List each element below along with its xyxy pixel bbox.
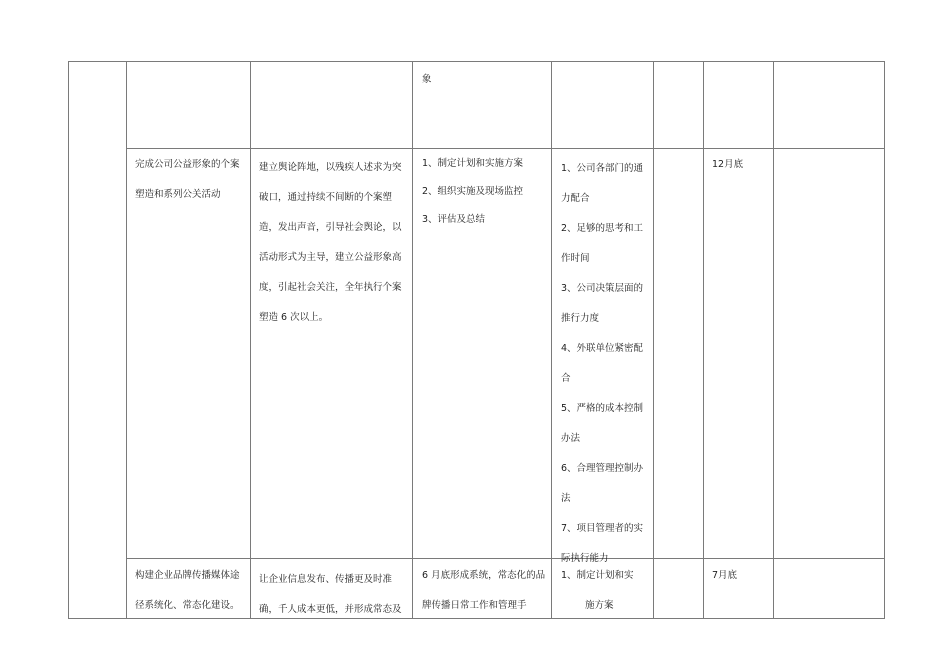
col-border-8 [884, 61, 885, 619]
row2-goal-cell [135, 561, 248, 621]
col-border-6 [703, 61, 704, 619]
col-border-0 [68, 61, 69, 619]
row1-measure-line: 破口，通过持续不间断的个案塑 [259, 192, 393, 203]
col-border-5 [653, 61, 654, 619]
row1-steps-cell [422, 150, 550, 234]
row1-measure-line: 度，引起社会关注，全年执行个案 [259, 282, 402, 293]
row1-support-line: 法 [561, 493, 571, 504]
row2-measure-line: 确，千人成本更低，并形成常态及 [259, 604, 402, 615]
row1-measure-cell [259, 153, 411, 333]
col-border-2 [250, 61, 251, 619]
row2-steps-cell [422, 561, 550, 621]
col-border-4 [551, 61, 552, 619]
row2-deadline-cell [712, 561, 772, 591]
row2-steps-line: 6 月底形成系统，常态化的品 [422, 570, 546, 581]
row1-support-line: 6、合理管理控制办 [561, 463, 644, 474]
row1-goal-cell [135, 150, 248, 210]
row1-support-line: 2、足够的思考和工 [561, 223, 644, 234]
row2-support-cell [561, 561, 652, 618]
row1-support-line: 5、严格的成本控制 [561, 403, 644, 414]
row1-steps-line: 2、组织实施及现场监控 [422, 186, 524, 197]
row1-support-line: 3、公司决策层面的 [561, 283, 644, 294]
row1-support-cell [561, 154, 652, 564]
row1-support-line: 推行力度 [561, 313, 600, 324]
row-divider-2 [126, 558, 885, 559]
row2-measure-line: 让企业信息发布、传播更及时准 [259, 574, 393, 585]
row2-support-line: 1、制定计划和实 [561, 570, 634, 581]
row1-measure-line: 活动形式为主导，建立公益形象高 [259, 252, 402, 263]
row2-goal-line: 径系统化、常态化建设。 [135, 600, 240, 611]
row1-goal-line: 完成公司公益形象的个案 [135, 159, 240, 170]
table-top-border [68, 61, 885, 62]
row2-goal-line: 构建企业品牌传播媒体途 [135, 570, 240, 581]
row-divider-1 [126, 148, 885, 149]
row1-measure-line: 造，发出声音，引导社会舆论，以 [259, 222, 402, 233]
col-border-7 [773, 61, 774, 619]
row1-support-line: 际执行能力 [561, 553, 609, 564]
row1-goal-line: 塑造和系列公关活动 [135, 189, 221, 200]
row1-support-line: 办法 [561, 433, 581, 444]
row1-support-line: 7、项目管理者的实 [561, 523, 644, 534]
row0-steps-cell [422, 65, 547, 95]
row2-measure-cell [259, 565, 411, 618]
row0-steps-text: 象 [422, 74, 432, 85]
row1-support-line: 作时间 [561, 253, 590, 264]
row1-steps-line: 1、制定计划和实施方案 [422, 158, 524, 169]
row2-support-line: 施方案 [585, 600, 614, 611]
row1-support-line: 力配合 [561, 193, 590, 204]
row1-steps-line: 3、评估及总结 [422, 214, 486, 225]
col-border-1 [126, 61, 127, 619]
row2-steps-line: 牌传播日常工作和管理手 [422, 600, 527, 611]
row1-measure-line: 建立舆论阵地，以残疾人述求为突 [259, 162, 402, 173]
row1-support-line: 合 [561, 373, 571, 384]
col-border-3 [412, 61, 413, 619]
row1-measure-line: 塑造 6 次以上。 [259, 312, 329, 323]
row2-deadline: 7月底 [712, 570, 738, 581]
row1-deadline: 12月底 [712, 159, 744, 170]
row1-support-line: 1、公司各部门的通 [561, 163, 644, 174]
row1-support-line: 4、外联单位紧密配 [561, 343, 644, 354]
row1-deadline-cell [712, 150, 772, 180]
